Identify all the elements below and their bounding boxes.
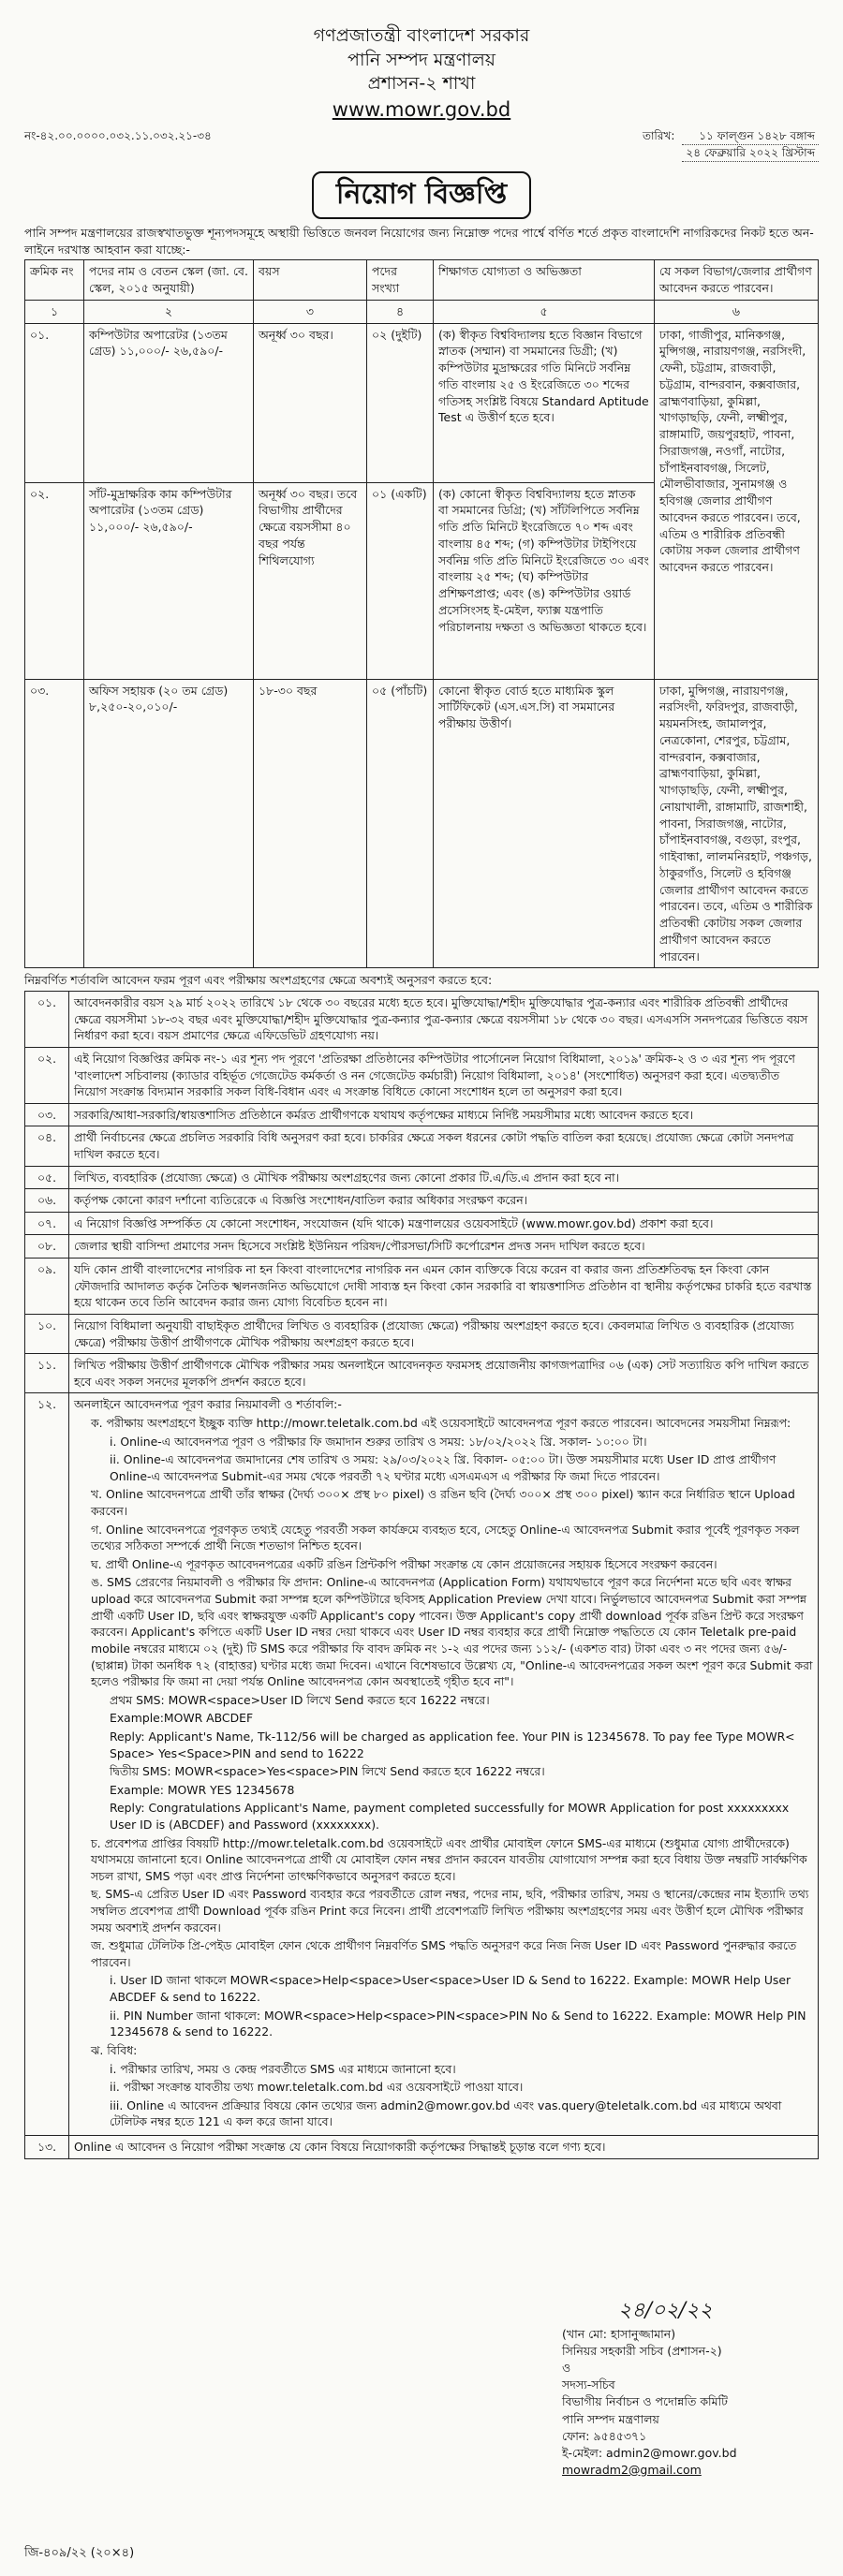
rule-jha-i: i. পরীক্ষার তারিখ, সময় ও কেন্দ্র পরবর্তীতে SMS এর মাধ্যমে জানানো হবে।	[110, 2061, 456, 2076]
th-age: বয়স	[254, 260, 367, 301]
signatory-name: (খান মো: হাসানুজ্জামান)	[562, 2326, 676, 2341]
th-count: পদের সংখ্যা	[367, 260, 434, 301]
condition-number: ০৮.	[25, 1235, 69, 1259]
cell-qualification: (ক) স্বীকৃত বিশ্ববিদ্যালয় হতে বিজ্ঞান বিভাগে স্নাতক (সম্মান) বা সমমানের ডিগ্রী; (খ) কম্পিউটার মুদ্রাক্ষরের গতি মিনিটে সর্বনিম্ন গতি বাংলায় ২৫ ও ইংরেজিতে ৩০ শব্দের গতিসহ সংশ্লিষ্ট বিষয়ে Standard Aptitude Test এ উত্তীর্ণ হতে হবে।	[434, 323, 655, 482]
cell-count: ০২ (দুইটি)	[367, 323, 434, 482]
header	[24, 24, 819, 123]
rule-chha: ছ. SMS-এ প্রেরিত User ID এবং Password ব্যবহার করে পরবর্তীতে রোল নম্বর, পদের নাম, ছবি, পরীক্ষার তারিখ, সময় ও স্থানের/কেন্দ্রের নাম ইত্যাদি তথ্য সম্বলিত প্রবেশপত্র প্রার্থী Download পূর্বক রঙিন Print করে নিবেন। প্রার্থী প্রবেশপত্রটি লিখিত পরীক্ষায় অংশগ্রহণের সময় এবং উত্তীর্ণ হলে মৌখিক পরীক্ষার সময় অবশ্যই প্রদর্শন করবেন।	[91, 1887, 809, 1935]
condition-text: এই নিয়োগ বিজ্ঞপ্তির ক্রমিক নং-১ এর শূন্য পদ পূরণে 'প্রতিরক্ষা প্রতিষ্ঠানের কম্পিউটার পার্সোনেল নিয়োগ বিধিমালা, ২০১৯' ক্রমিক-২ ও ৩ এর শূন্য পদ পূরণে 'বাংলাদেশ সচিবালয় (ক্যাডার বহির্ভূত গেজেটেড কর্মকর্তা ও নন গেজেটেড কর্মচারী) নিয়োগ বিধিমালা, ২০১৪' (সংশোধিত) অনুসরণ করা হবে। এতদ্ব্যতীত নিয়োগ সংক্রান্ত বিদ্যমান সরকারি সকল বিধি-বিধান এবং এ সংক্রান্ত বিধিতে কোনো সংশোধন হলে তা অনুসরণ করা হবে।	[69, 1048, 819, 1104]
page-title: নিয়োগ বিজ্ঞপ্তি	[312, 171, 531, 219]
rule-jha: ঝ. বিবিধ:	[91, 2042, 138, 2057]
condition-row-online	[25, 1393, 819, 2136]
signatory-ministry: পানি সম্পদ মন্ত্রণালয়	[562, 2411, 659, 2426]
condition-text: সরকারি/আধা-সরকারি/স্বায়ত্তশাসিত প্রতিষ্ঠানে কর্মরত প্রার্থীগণকে যথাযথ কর্তৃপক্ষের মাধ্যমে নির্দিষ্ট সময়সীমার মধ্যে আবেদন করতে হবে।	[69, 1103, 819, 1126]
signatory-committee: বিভাগীয় নির্বাচন ও পদোন্নতি কমিটি	[562, 2394, 728, 2409]
header-branch: প্রশাসন-২ শাখা	[367, 73, 476, 95]
date-block	[643, 128, 819, 162]
print-code: জি-৪০৯/২২ (২০×৪)	[24, 2546, 135, 2560]
condition-text: জেলার স্থায়ী বাসিন্দা প্রমাণের সনদ হিসেবে সংশ্লিষ্ট ইউনিয়ন পরিষদ/পৌরসভা/সিটি কর্পোরেশন প্রদত্ত সনদ দাখিল করতে হবে।	[69, 1235, 819, 1259]
th-serial: ক্রমিক নং	[25, 260, 84, 301]
condition-row	[25, 1166, 819, 1189]
sms-first-reply: Reply: Applicant's Name, Tk-112/56 will be charged as application fee. Your PIN is 12345678. To pay fee Type MOWR< Space> Yes<Space>PIN and send to 16222	[110, 1729, 795, 1760]
cell-count: ০১ (একটি)	[367, 482, 434, 679]
dates	[682, 128, 819, 162]
header-ministry: পানি সম্পদ মন্ত্রণালয়	[348, 49, 495, 70]
cell-post: অফিস সহায়ক (২০ তম গ্রেড) ৮,২৫০-২০,০১০/-	[84, 679, 254, 968]
cell-post: সাঁট-মুদ্রাক্ষরিক কাম কম্পিউটার অপারেটর (১৩তম গ্রেড) ১১,০০০/- ২৬,৫৯০/-	[84, 482, 254, 679]
cell-serial: ০১.	[25, 323, 84, 482]
rule-ka-ii: ii. Online-এ আবেদনপত্র জমাদানের শেষ তারিখ ও সময়: ২৯/০৩/২০২২ খ্রি. বিকাল- ০৫:০০ টা। উক্ত সময়সীমার মধ্যে User ID প্রাপ্ত প্রার্থীগণ Online-এ আবেদনপত্র Submit-এর সময় থেকে পরবর্তী ৭২ ঘণ্টার মধ্যে এসএমএস এ পরীক্ষার ফি জমা দিতে পারবেন।	[110, 1452, 776, 1483]
table-header-row	[25, 260, 819, 301]
sms-first: প্রথম SMS: MOWR<space>User ID লিখে Send করতে হবে 16222 নম্বরে।	[110, 1692, 490, 1707]
online-rules	[69, 1393, 819, 2136]
condition-text: নিয়োগ বিধিমালা অনুযায়ী বাছাইকৃত প্রার্থীদের লিখিত ও ব্যবহারিক (প্রযোজ্য ক্ষেত্রে) পরীক্ষায় অংশগ্রহণ করতে হবে। কেবলমাত্র লিখিত ও ব্যবহারিক (প্রযোজ্য ক্ষেত্রে) পরীক্ষায় উত্তীর্ণ প্রার্থীগণকে মৌখিক পরীক্ষায় অংশগ্রহণ করতে হবে।	[69, 1314, 819, 1353]
sms-second-example: Example: MOWR YES 12345678	[110, 1782, 295, 1797]
col-number: ৬	[655, 300, 819, 323]
condition-text: অনলাইনে আবেদনপত্র পূরণ করার নিয়মাবলী ও শর্তাবলি:-	[74, 1397, 342, 1412]
condition-number: ১৩.	[25, 2135, 69, 2158]
condition-number: ০৯.	[25, 1259, 69, 1315]
table-row	[25, 323, 819, 482]
condition-row	[25, 1048, 819, 1104]
rule-cha: চ. প্রবেশপত্র প্রাপ্তির বিষয়টি http://mowr.teletalk.com.bd ওয়েবসাইটে এবং প্রার্থীর মোবাইল ফোনে SMS-এর মাধ্যমে (শুধুমাত্র যোগ্য প্রার্থীদেরকে) যথাসময়ে জানানো হবে। Online আবেদনপত্রে প্রার্থী যে মোবাইল ফোন নম্বর প্রদান করবেন যাবতীয় যোগাযোগ সম্পন্ন করা হবে বিধায় উক্ত নম্বরটি সার্বক্ষণিক সচল রাখা, SMS পড়া এবং প্রাপ্ত নির্দেশনা তাৎক্ষণিকভাবে অনুসরণ করতে হবে।	[91, 1835, 807, 1883]
cell-age: ১৮-৩০ বছর	[254, 679, 367, 968]
th-qualification: শিক্ষাগত যোগ্যতা ও অভিজ্ঞতা	[434, 260, 655, 301]
signatory-and: ও	[562, 2361, 571, 2376]
signatory-email: ই-মেইল: admin2@mowr.gov.bd	[562, 2445, 737, 2460]
condition-number: ০১.	[25, 992, 69, 1048]
col-number: ২	[84, 300, 254, 323]
condition-row	[25, 1259, 819, 1315]
handwritten-signature: ২৪/০২/২২	[618, 2299, 713, 2322]
condition-number: ০৪.	[25, 1126, 69, 1166]
condition-text: এ নিয়োগ বিজ্ঞপ্তি সম্পর্কিত যে কোনো সংশোধন, সংযোজন (যদি থাকে) মন্ত্রণালয়ের ওয়েবসাইটে (www.mowr.gov.bd) প্রকাশ করা হবে।	[69, 1212, 819, 1235]
table-number-row	[25, 300, 819, 323]
rule-jha-iii: iii. Online এ আবেদন প্রক্রিয়ার বিষয়ে কোন তথ্যের জন্য admin2@mowr.gov.bd এবং vas.query@teletalk.com.bd এর মাধ্যমে অথবা টেলিটক নম্বর হতে 121 এ কল করে জানা যাবে।	[110, 2098, 782, 2129]
cell-age: অনূর্ধ্ব ৩০ বছর। তবে বিভাগীয় প্রার্থীদের ক্ষেত্রে বয়সসীমা ৪০ বছর পর্যন্ত শিথিলযোগ্য	[254, 482, 367, 679]
cell-qualification: কোনো স্বীকৃত বোর্ড হতে মাধ্যমিক স্কুল সার্টিফিকেট (এস.এস.সি) বা সমমানের পরীক্ষায় উত্তীর্ণ।	[434, 679, 655, 968]
signature-block	[562, 2296, 824, 2479]
cell-serial: ০২.	[25, 482, 84, 679]
rule-ja-ii: ii. PIN Number জানা থাকলে: MOWR<space>Help<space>PIN<space>PIN No & Send to 16222. Example: MOWR Help PIN 12345678 & send to 16222.	[110, 2008, 806, 2039]
cell-districts: ঢাকা, মুন্সিগঞ্জ, নারায়ণগঞ্জ, নরসিংদী, ফরিদপুর, রাজবাড়ী, ময়মনসিংহ, জামালপুর, নেত্রকোনা, শেরপুর, চট্টগ্রাম, বান্দরবান, কক্সবাজার, ব্রাহ্মণবাড়িয়া, কুমিল্লা, খাগড়াছড়ি, ফেনী, লক্ষ্মীপুর, নোয়াখালী, রাঙ্গামাটি, রাজশাহী, পাবনা, সিরাজগঞ্জ, নাটোর, চাঁপাইনবাবগঞ্জ, বগুড়া, রংপুর, গাইবান্ধা, লালমনিরহাট, পঞ্চগড়, ঠাকুরগাঁও, সিলেট ও হবিগঞ্জ জেলার প্রার্থীগণ আবেদন করতে পারবেন। তবে, এতিম ও শারীরিক প্রতিবন্ধী কোটায় সকল জেলার প্রার্থীগণ আবেদন করতে পারবেন।	[655, 679, 819, 968]
rule-ja: জ. শুধুমাত্র টেলিটক প্রি-পেইড মোবাইল ফোন থেকে প্রার্থীগণ নিম্নবর্ণিত SMS পদ্ধতি অনুসরণ করে নিজ নিজ User ID এবং Password পুনরুদ্ধার করতে পারবেন।	[91, 1938, 797, 1969]
sms-second: দ্বিতীয় SMS: MOWR<space>Yes<space>PIN লিখে Send করতে হবে 16222 নম্বরে।	[110, 1764, 545, 1779]
condition-text: আবেদনকারীর বয়স ২৯ মার্চ ২০২২ তারিখে ১৮ থেকে ৩০ বছরের মধ্যে হতে হবে। মুক্তিযোদ্ধা/শহীদ মুক্তিযোদ্ধার পুত্র-কন্যার এবং শারীরিক প্রতিবন্ধী প্রার্থীদের ক্ষেত্রে বয়সসীমা ১৮-৩২ বছর এবং মুক্তিযোদ্ধা/শহীদ মুক্তিযোদ্ধার পুত্র-কন্যার পুত্র-কন্যার ক্ষেত্রে বয়সসীমা ১৮ থেকে ৩০ বছর। এসএসসি সনদপত্রের ভিত্তিতে বয়স নির্ধারণ করা হবে। বয়স প্রমাণের ক্ষেত্রে এফিডেভিট গ্রহণযোগ্য নয়।	[69, 992, 819, 1048]
conditions-intro: নিম্নবর্ণিত শর্তাবলি আবেদন ফরম পূরণ এবং পরীক্ষায় অংশগ্রহণের ক্ষেত্রে অবশ্যই অনুসরণ করতে হবে:	[24, 973, 493, 988]
signatory-designation: সিনিয়র সহকারী সচিব (প্রশাসন-২)	[562, 2344, 722, 2359]
reference-row	[24, 128, 819, 162]
col-number: ৪	[367, 300, 434, 323]
condition-number: ১০.	[25, 1314, 69, 1353]
condition-row	[25, 1212, 819, 1235]
rule-jha-ii: ii. পরীক্ষা সংক্রান্ত যাবতীয় তথ্য mowr.teletalk.com.bd এর ওয়েবসাইটে পাওয়া যাবে।	[110, 2080, 524, 2095]
condition-row	[25, 992, 819, 1048]
signatory-alt-email: mowradm2@gmail.com	[562, 2462, 702, 2477]
condition-number: ১১.	[25, 1354, 69, 1393]
header-website-link[interactable]: www.mowr.gov.bd	[332, 97, 511, 121]
col-number: ১	[25, 300, 84, 323]
date-english: ২৪ ফেব্রুয়ারি ২০২২ খ্রিস্টাব্দ	[682, 145, 819, 162]
condition-row	[25, 1354, 819, 1393]
cell-post: কম্পিউটার অপারেটর (১৩তম গ্রেড) ১১,০০০/- ২৬,৫৯০/-	[84, 323, 254, 482]
posts-table	[24, 259, 819, 968]
rule-uma: ঙ. SMS প্রেরণের নিয়মাবলী ও পরীক্ষার ফি প্রদান: Online-এ আবেদনপত্র (Application Form) যথাযথভাবে পূরণ করে নির্দেশনা মতে ছবি এবং স্বাক্ষর upload করে আবেদনপত্র Submit করা সম্পন্ন হলে কম্পিউটারে ছবিসহ Application Preview দেখা যাবে। নির্ভুলভাবে আবেদনপত্র Submit করা সম্পন্ন প্রার্থী একটি User ID, ছবি এবং স্বাক্ষরযুক্ত একটি Applicant's copy পাবেন। উক্ত Applicant's copy প্রার্থী download পূর্বক রঙিন প্রিন্ট করে সংরক্ষণ করবেন। Applicant's কপিতে একটি User ID নম্বর দেয়া থাকবে এবং User ID নম্বর ব্যবহার করে প্রার্থী নিম্নোক্ত পদ্ধতিতে যে কোন Teletalk pre-paid mobile নম্বরের মাধ্যমে ০২ (দুই) টি SMS করে পরীক্ষার ফি বাবদ ক্রমিক নং ১-২ এর পদের জন্য ১১২/- (একশত বার) টাকা এবং ৩ নং পদের জন্য ৫৬/- (ছাপ্পান্ন) টাকা অনধিক ৭২ (বাহাত্তর) ঘণ্টার মধ্যে জমা দিবেন। এখানে বিশেষভাবে উল্লেখ্য যে, "Online-এ আবেদনপত্রের সকল অংশ পূরণ করে Submit করা হলেও পরীক্ষার ফি জমা না দেয়া পর্যন্ত Online আবেদনপত্র কোন অবস্থাতেই গৃহীত হবে না"।	[91, 1575, 813, 1689]
condition-row	[25, 1189, 819, 1213]
condition-number: ০২.	[25, 1048, 69, 1104]
signatory-phone: ফোন: ৯৫৪৫৩৭১	[562, 2428, 647, 2443]
conditions-table	[24, 991, 819, 2158]
date-bengali: ১১ ফাল্গুন ১৪২৮ বঙ্গাব্দ	[682, 128, 819, 145]
memo-number: নং-৪২.০০.০০০০.০৩২.১১.০৩২.২১-৩৪	[24, 129, 212, 143]
condition-number: ০৩.	[25, 1103, 69, 1126]
date-label: তারিখ:	[642, 129, 675, 143]
rule-gha: ঘ. প্রার্থী Online-এ পূরণকৃত আবেদনপত্রের একটি রঙিন প্রিন্টকপি পরীক্ষা সংক্রান্ত যে কোন প্রয়োজনের সহায়ক হিসেবে সংরক্ষণ করবেন।	[91, 1556, 717, 1571]
condition-number: ০৫.	[25, 1166, 69, 1189]
rule-ja-i: i. User ID জানা থাকলে MOWR<space>Help<space>User<space>User ID & Send to 16222. Example: MOWR Help User ABCDEF & send to 16222.	[110, 1973, 791, 2005]
signatory-role: সদস্য-সচিব	[562, 2377, 615, 2392]
condition-text: লিখিত পরীক্ষায় উত্তীর্ণ প্রার্থীগণকে মৌখিক পরীক্ষার সময় অনলাইনে আবেদনকৃত ফরমসহ প্রয়োজনীয় কাগজপত্রাদির ০৬ (এক) সেট সত্যায়িত কপি দাখিল করতে হবে এবং সকল সনদের মূলকপি প্রদর্শন করতে হবে।	[69, 1354, 819, 1393]
sms-second-reply: Reply: Congratulations Applicant's Name, payment completed successfully for MOWR Application for post xxxxxxxxx User ID is (ABCDEF) and Password (xxxxxxxx).	[110, 1801, 790, 1832]
header-government: গণপ্রজাতন্ত্রী বাংলাদেশ সরকার	[313, 25, 530, 46]
cell-serial: ০৩.	[25, 679, 84, 968]
sms-first-example: Example:MOWR ABCDEF	[110, 1711, 254, 1726]
condition-row	[25, 2135, 819, 2158]
condition-text: Online এ আবেদন ও নিয়োগ পরীক্ষা সংক্রান্ত যে কোন বিষয়ে নিয়োগকারী কর্তৃপক্ষের সিদ্ধান্তই চূড়ান্ত বলে গণ্য হবে।	[69, 2135, 819, 2158]
col-number: ৩	[254, 300, 367, 323]
cell-count: ০৫ (পাঁচটি)	[367, 679, 434, 968]
col-number: ৫	[434, 300, 655, 323]
condition-text: কর্তৃপক্ষ কোনো কারণ দর্শানো ব্যতিরেকে এ বিজ্ঞপ্তি সংশোধন/বাতিল করার অধিকার সংরক্ষণ করেন।	[69, 1189, 819, 1213]
condition-text: প্রার্থী নির্বাচনের ক্ষেত্রে প্রচলিত সরকারি বিধি অনুসরণ করা হবে। চাকরির ক্ষেত্রে সকল ধরনের কোটা পদ্ধতি বাতিল করা হয়েছে। প্রযোজ্য ক্ষেত্রে কোটা সনদপত্র দাখিল করতে হবে।	[69, 1126, 819, 1166]
th-districts: যে সকল বিভাগ/জেলার প্রার্থীগণ আবেদন করতে পারবেন।	[655, 260, 819, 301]
condition-text: যদি কোন প্রার্থী বাংলাদেশের নাগরিক না হন কিংবা বাংলাদেশের নাগরিক নন এমন কোন ব্যক্তিকে বিয়ে করেন বা করার জন্য প্রতিশ্রুতিবদ্ধ হন কিংবা কোন ফৌজদারি আদালত কর্তৃক নৈতিক স্খলনজনিত অভিযোগে দোষী সাব্যস্ত হন কিংবা কোন সরকারি বা স্বায়ত্তশাসিত প্রতিষ্ঠান বা স্থানীয় কর্তৃপক্ষের চাকরি হতে বরখাস্ত হয়ে থাকেন তবে তিনি আবেদন করার জন্য যোগ্য বিবেচিত হবেন না।	[69, 1259, 819, 1315]
rule-ga: গ. Online আবেদনপত্রে পূরণকৃত তথ্যই যেহেতু পরবর্তী সকল কার্যক্রমে ব্যবহৃত হবে, সেহেতু Online-এ আবেদনপত্র Submit করার পূর্বেই পূরণকৃত সকল তথ্যের সঠিকতা সম্পর্কে প্রার্থী নিজে শতভাগ নিশ্চিত হবেন।	[91, 1522, 800, 1553]
th-post: পদের নাম ও বেতন স্কেল (জা. বে. স্কেল, ২০১৫ অনুযায়ী)	[84, 260, 254, 301]
cell-qualification: (ক) কোনো স্বীকৃত বিশ্ববিদ্যালয় হতে স্নাতক বা সমমানের ডিগ্রি; (খ) সাঁটলিপিতে সর্বনিম্ন গতি প্রতি মিনিটে ইংরেজিতে ৭০ শব্দ এবং বাংলায় ৪৫ শব্দ; (গ) কম্পিউটার টাইপিংয়ে সর্বনিম্ন গতি প্রতি মিনিটে ইংরেজিতে ৩০ এবং বাংলায় ২৫ শব্দ; (ঘ) কম্পিউটার প্রশিক্ষণপ্রাপ্ত; এবং (ঙ) কম্পিউটার ওয়ার্ড প্রসেসিংসহ ই-মেইল, ফ্যাক্স যন্ত্রপাতি পরিচালনায় দক্ষতা ও অভিজ্ঞতা থাকতে হবে।	[434, 482, 655, 679]
cell-age: অনূর্ধ্ব ৩০ বছর।	[254, 323, 367, 482]
condition-number: ১২.	[25, 1393, 69, 2136]
cell-districts: ঢাকা, গাজীপুর, মানিকগঞ্জ, মুন্সিগঞ্জ, নারায়ণগঞ্জ, নরসিংদী, ফেনী, চট্টগ্রাম, রাজবাড়ী, চট্টগ্রাম, বান্দরবান, কক্সবাজার, ব্রাহ্মণবাড়িয়া, কুমিল্লা, খাগড়াছড়ি, ফেনী, লক্ষ্মীপুর, রাঙ্গামাটি, জয়পুরহাট, পাবনা, সিরাজগঞ্জ, নওগাঁ, নাটোর, চাঁপাইনবাবগঞ্জ, সিলেট, মৌলভীবাজার, সুনামগঞ্জ ও হবিগঞ্জ জেলার প্রার্থীগণ আবেদন করতে পারবেন। তবে, এতিম ও শারীরিক প্রতিবন্ধী কোটায় সকল জেলার প্রার্থীগণ আবেদন করতে পারবেন।	[655, 323, 819, 679]
condition-row	[25, 1235, 819, 1259]
condition-number: ০৬.	[25, 1189, 69, 1213]
rule-ka: ক. পরীক্ষায় অংশগ্রহণে ইচ্ছুক ব্যক্তি http://mowr.teletalk.com.bd এই ওয়েবসাইটে আবেদনপত্র পূরণ করতে পারবেন। আবেদনের সময়সীমা নিম্নরূপ:	[91, 1415, 791, 1430]
table-row	[25, 679, 819, 968]
rule-kha: খ. Online আবেদনপত্রে প্রার্থী তাঁর স্বাক্ষর (দৈর্ঘ্য ৩০০× প্রস্থ ৮০ pixel) ও রঙিন ছবি (দৈর্ঘ্য ৩০০× প্রস্থ ৩০০ pixel) স্ক্যান করে নির্ধারিত স্থানে Upload করবেন।	[91, 1487, 795, 1519]
rule-ka-i: i. Online-এ আবেদনপত্র পূরণ ও পরীক্ষার ফি জমাদান শুরুর তারিখ ও সময়: ১৮/০২/২০২২ খ্রি. সকাল- ১০:০০ টা।	[110, 1434, 647, 1449]
condition-number: ০৭.	[25, 1212, 69, 1235]
online-rules-body	[91, 1415, 813, 2130]
intro-paragraph: পানি সম্পদ মন্ত্রণালয়ের রাজস্বখাতভুক্ত শূন্যপদসমূহে অস্থায়ী ভিত্তিতে জনবল নিয়োগের জন্য নিম্নোক্ত পদের পার্শ্বে বর্ণিত শর্তে প্রকৃত বাংলাদেশি নাগরিকদের নিকট হতে অন-লাইনে দরখাস্ত আহবান করা যাচ্ছে:-	[24, 225, 814, 257]
condition-row	[25, 1314, 819, 1353]
condition-text: লিখিত, ব্যবহারিক (প্রযোজ্য ক্ষেত্রে) ও মৌখিক পরীক্ষায় অংশগ্রহণের জন্য কোনো প্রকার টি.এ/ডি.এ প্রদান করা হবে না।	[69, 1166, 819, 1189]
condition-row	[25, 1103, 819, 1126]
condition-row	[25, 1126, 819, 1166]
